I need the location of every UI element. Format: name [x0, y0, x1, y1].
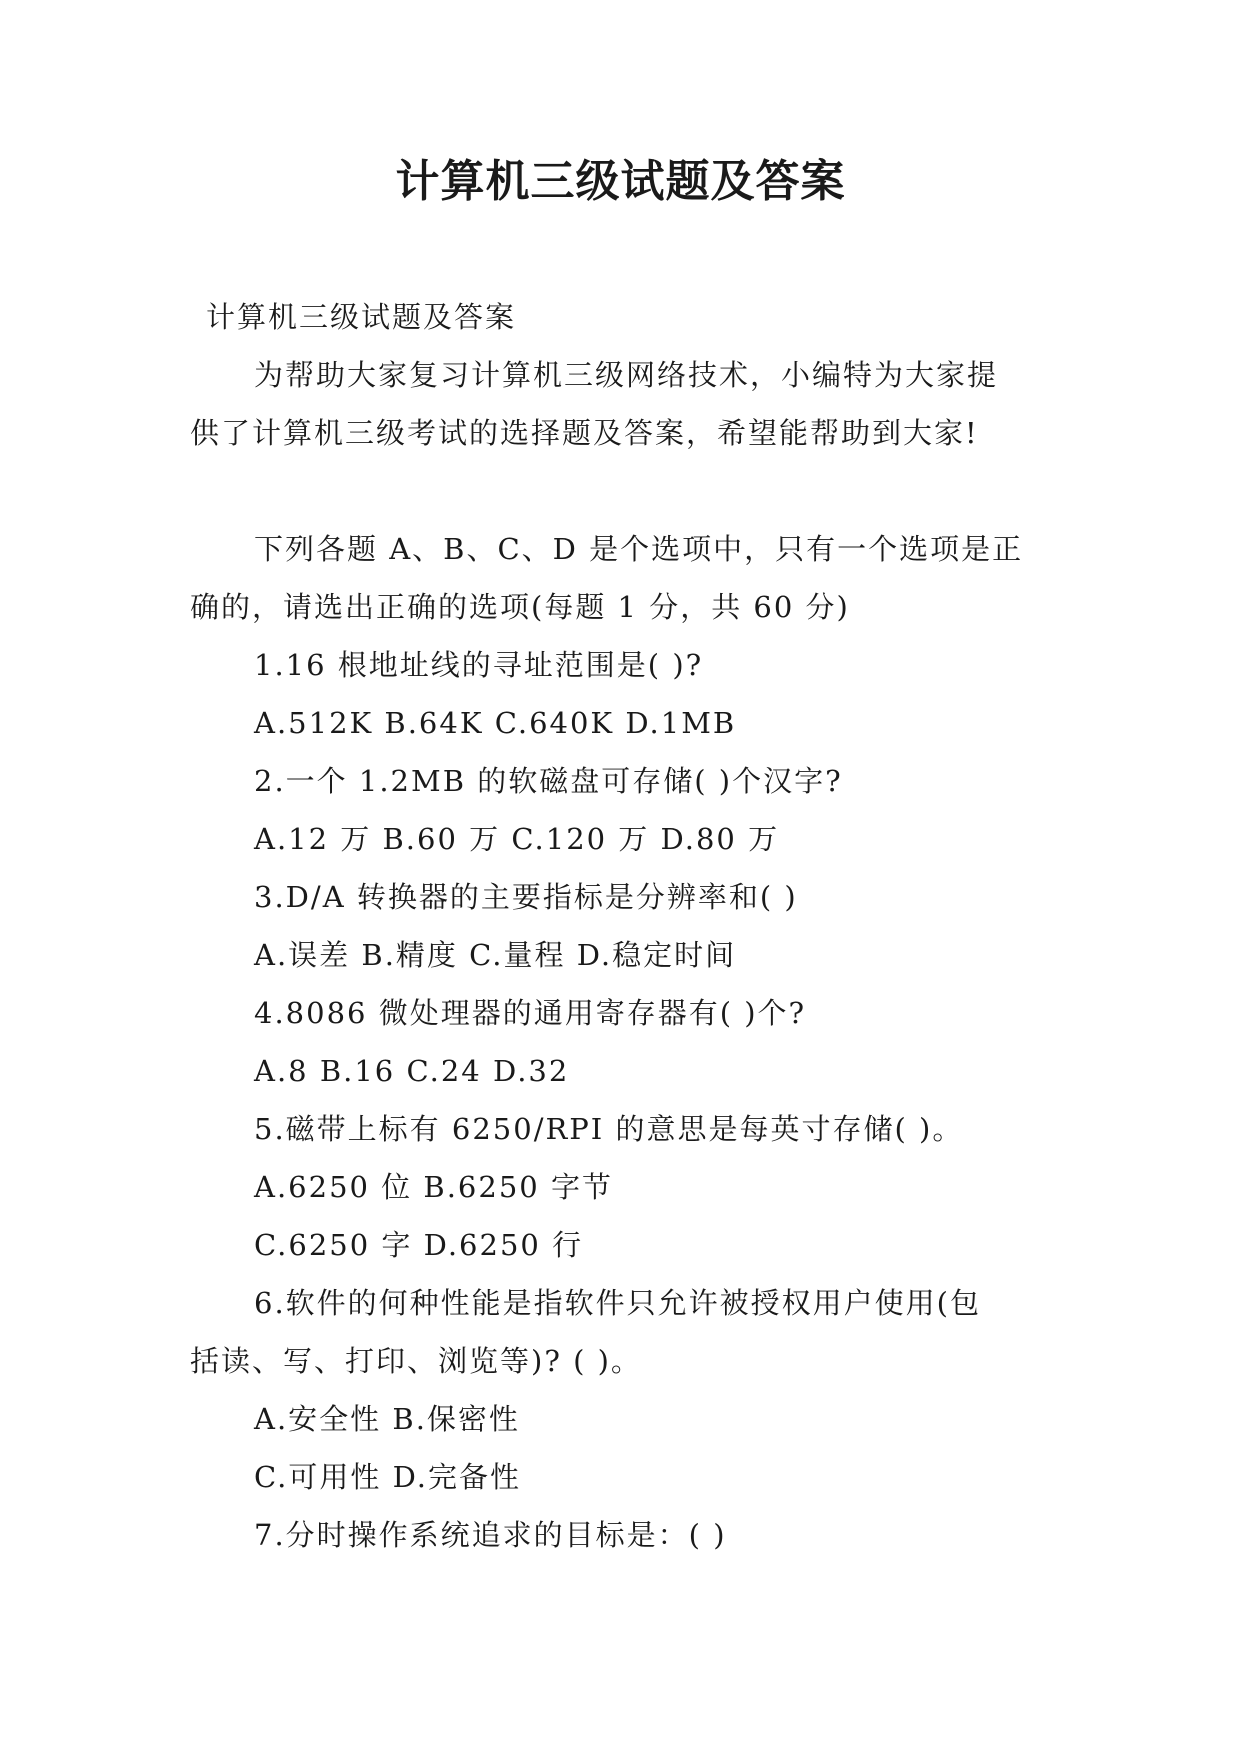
document-body: [190, 288, 1060, 1564]
question-2-options: A.12 万 B.60 万 C.120 万 D.80 万: [254, 822, 780, 856]
question-6-line-2: 括读、写、打印、浏览等)? ( )。: [190, 1344, 642, 1378]
intro-line-1: 为帮助大家复习计算机三级网络技术，小编特为大家提: [254, 358, 999, 392]
instructions-line-2: 确的，请选出正确的选项(每题 1 分，共 60 分): [190, 590, 850, 624]
paragraph-spacer: [190, 462, 1060, 520]
question-5: 5.磁带上标有 6250/RPI 的意思是每英寸存储( )。: [254, 1112, 964, 1146]
question-1-options: A.512K B.64K C.640K D.1MB: [254, 706, 737, 740]
question-7: 7.分时操作系统追求的目标是：( ): [254, 1518, 727, 1552]
question-6-options-1: A.安全性 B.保密性: [254, 1402, 520, 1436]
question-1: 1.16 根地址线的寻址范围是( )?: [254, 648, 704, 682]
question-6-line-1: 6.软件的何种性能是指软件只允许被授权用户使用(包: [254, 1286, 981, 1320]
question-2: 2.一个 1.2MB 的软磁盘可存储( )个汉字?: [254, 764, 843, 798]
intro-line-2: 供了计算机三级考试的选择题及答案，希望能帮助到大家!: [190, 416, 979, 450]
question-4-options: A.8 B.16 C.24 D.32: [254, 1054, 570, 1088]
instructions-line-1: 下列各题 A、B、C、D 是个选项中，只有一个选项是正: [254, 532, 1024, 566]
question-3: 3.D/A 转换器的主要指标是分辨率和( ): [254, 880, 798, 914]
question-3-options: A.误差 B.精度 C.量程 D.稳定时间: [254, 938, 737, 972]
question-5-options-1: A.6250 位 B.6250 字节: [254, 1170, 613, 1204]
question-4: 4.8086 微处理器的通用寄存器有( )个?: [254, 996, 807, 1030]
document-title: 计算机三级试题及答案: [395, 156, 846, 207]
question-6-options-2: C.可用性 D.完备性: [254, 1460, 522, 1494]
document-subtitle: 计算机三级试题及答案: [206, 300, 517, 334]
question-5-options-2: C.6250 字 D.6250 行: [254, 1228, 584, 1262]
